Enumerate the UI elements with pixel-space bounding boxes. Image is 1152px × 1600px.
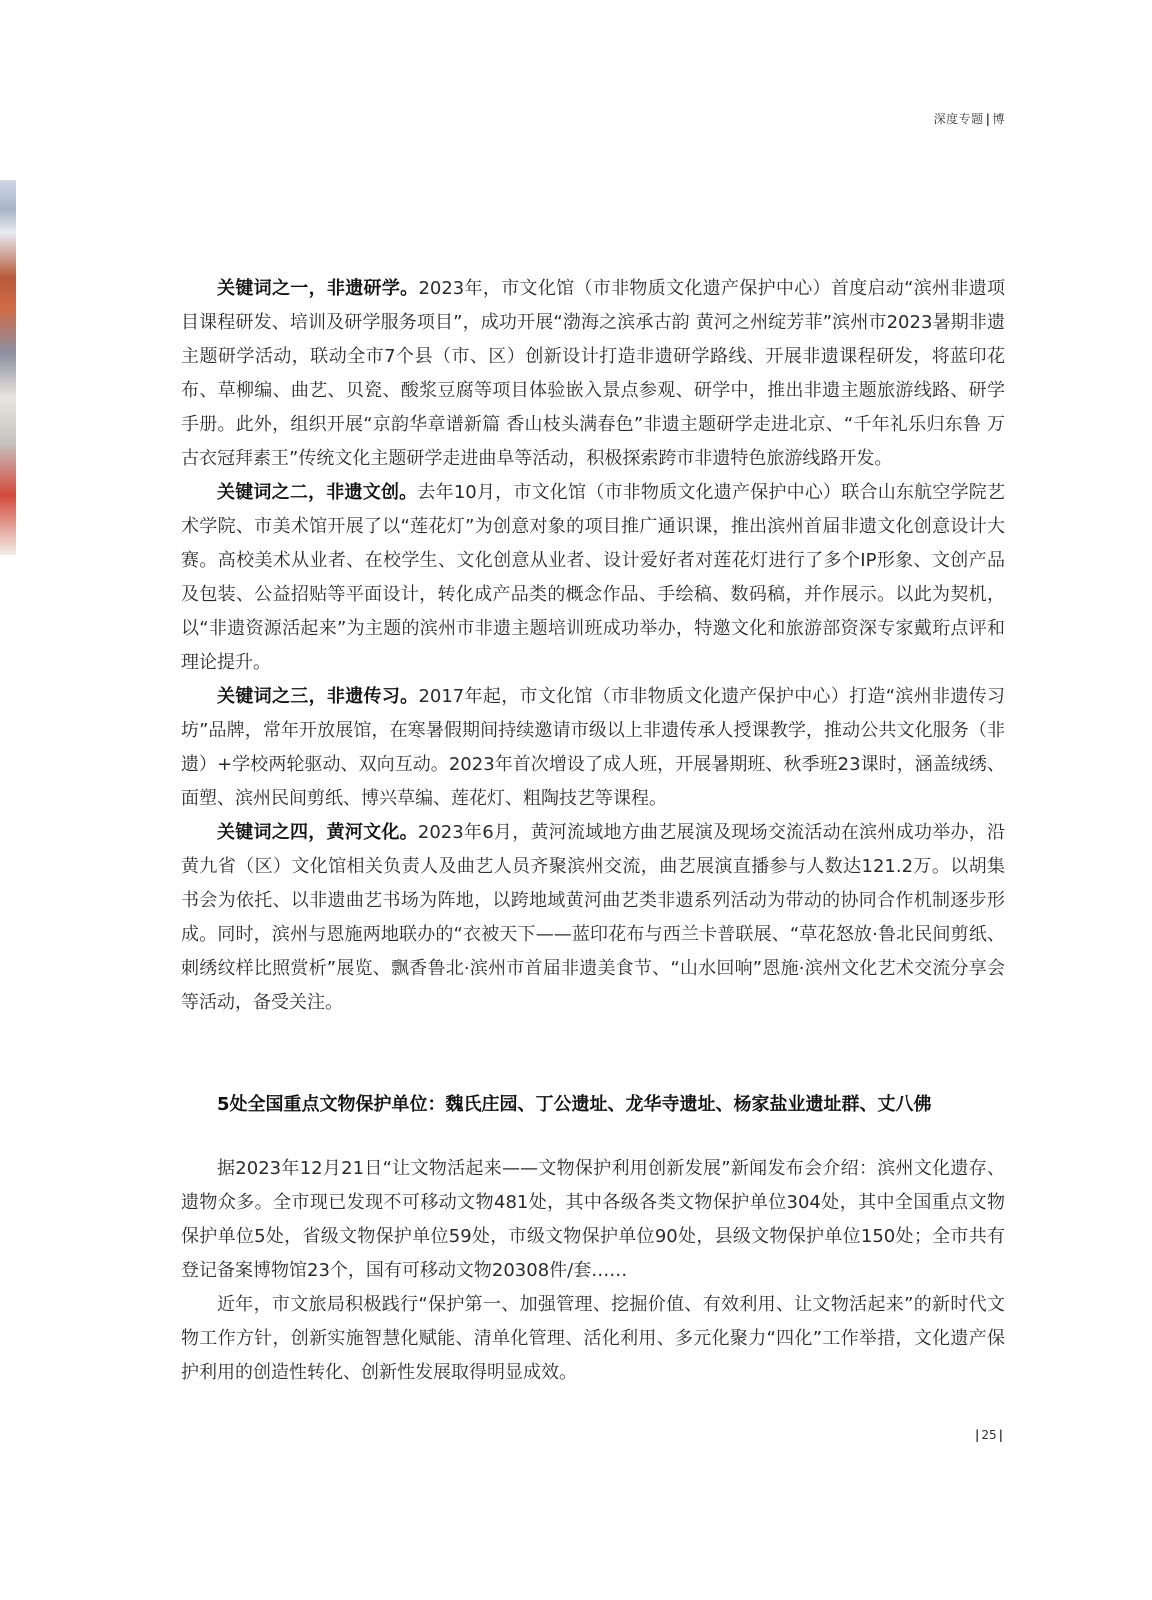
page-number-bar-right: | xyxy=(998,1428,1003,1442)
keyword-yellow-river: 关键词之四，黄河文化。 xyxy=(217,822,418,843)
paragraph-text: 2023年，市文化馆（市非物质文化遗产保护中心）首度启动“滨州非遗项目课程研发、培训及研学服务项目”，成功开展“渤海之滨承古韵 黄河之州绽芳菲”滨州市2023暑期非遗主题研学活动，联动全市7个县（市、区）创新设计打造非遗研学路线、开展非遗课程研发，将蓝印花布、草柳编、曲艺、贝瓷、酸浆豆腐等项目体验嵌入景点参观、研学中，推出非遗主题旅游线路、研学手册。此外，组织开展“京韵华章谱新篇 香山枝头满春色”非遗主题研学走进北京、“千年礼乐归东鲁 万古衣冠拜素王”传统文化主题研学走进曲阜等活动，积极探索跨市非遗特色旅游线路开发。 xyxy=(181,278,1005,469)
header-tag: 博 xyxy=(992,112,1005,126)
paragraph-text: 2023年6月，黄河流域地方曲艺展演及现场交流活动在滨州成功举办，沿黄九省（区）文化馆相关负责人及曲艺人员齐聚滨州交流，曲艺展演直播参与人数达121.2万。以胡集书会为依托、以非遗曲艺书场为阵地，以跨地域黄河曲艺类非遗系列活动为带动的协同合作机制逐步形成。同时，滨州与恩施两地联办的“衣被天下——蓝印花布与西兰卡普联展、“草花怒放·鲁北民间剪纸、刺绣纹样比照赏析”展览、飘香鲁北·滨州市首届非遗美食节、“山水回响”恩施·滨州文化艺术交流分享会等活动，备受关注。 xyxy=(181,822,1006,1013)
paragraph-text: 2017年起，市文化馆（市非物质文化遗产保护中心）打造“滨州非遗传习坊”品牌，常年开放展馆，在寒暑假期间持续邀请市级以上非遗传承人授课教学，推动公共文化服务（非遗）+学校两轮驱动、双向互动。2023年首次增设了成人班，开展暑期班、秋季班23课时，涵盖绒绣、面塑、滨州民间剪纸、博兴草编、莲花灯、粗陶技艺等课程。 xyxy=(181,686,1005,809)
paragraph-relics-policy: 近年，市文旅局积极践行“保护第一、加强管理、挖掘价值、有效利用、让文物活起来”的新时代文物工作方针，创新实施智慧化赋能、清单化管理、活化利用、多元化聚力“四化”工作举措，文化遗产保护利用的创造性转化、创新性发展取得明显成效。 xyxy=(181,1294,1005,1383)
paragraph-research xyxy=(181,272,1005,476)
header-divider: | xyxy=(985,112,991,126)
running-header xyxy=(934,110,1005,127)
section-heading: 5处全国重点文物保护单位：魏氏庄园、丁公遗址、龙华寺遗址、杨家盐业遗址群、丈八佛 xyxy=(217,1094,932,1115)
page-number xyxy=(973,1428,1005,1442)
page-number-value: 25 xyxy=(981,1428,997,1442)
paragraph-creative xyxy=(181,476,1005,680)
keyword-creative: 关键词之二，非遗文创。 xyxy=(217,482,418,503)
article-body xyxy=(181,272,1005,1020)
edge-photo xyxy=(0,180,16,555)
keyword-research: 关键词之一，非遗研学。 xyxy=(217,278,419,299)
section-body xyxy=(181,1152,1005,1390)
paragraph-inheritance xyxy=(181,680,1005,816)
paragraph-relics-stats: 据2023年12月21日“让文物活起来——文物保护利用创新发展”新闻发布会介绍：滨州文化遗存、遗物众多。全市现已发现不可移动文物481处，其中各级各类文物保护单位304处，其中全国重点文物保护单位5处，省级文物保护单位59处，市级文物保护单位90处，县级文物保护单位150处；全市共有登记备案博物馆23个，国有可移动文物20308件/套…… xyxy=(181,1158,1005,1281)
header-section: 深度专题 xyxy=(933,112,984,126)
page-number-bar-left: | xyxy=(974,1428,980,1442)
paragraph-yellow-river xyxy=(181,816,1005,1020)
keyword-inheritance: 关键词之三，非遗传习。 xyxy=(217,686,419,707)
paragraph-text: 去年10月，市文化馆（市非物质文化遗产保护中心）联合山东航空学院艺术学院、市美术馆开展了以“莲花灯”为创意对象的项目推广通识课，推出滨州首届非遗文化创意设计大赛。高校美术从业者、在校学生、文化创意从业者、设计爱好者对莲花灯进行了多个IP形象、文创产品及包装、公益招贴等平面设计，转化成产品类的概念作品、手绘稿、数码稿，并作展示。以此为契机，以“非遗资源活起来”为主题的滨州市非遗主题培训班成功举办，特邀文化和旅游部资深专家戴珩点评和理论提升。 xyxy=(181,482,1006,673)
